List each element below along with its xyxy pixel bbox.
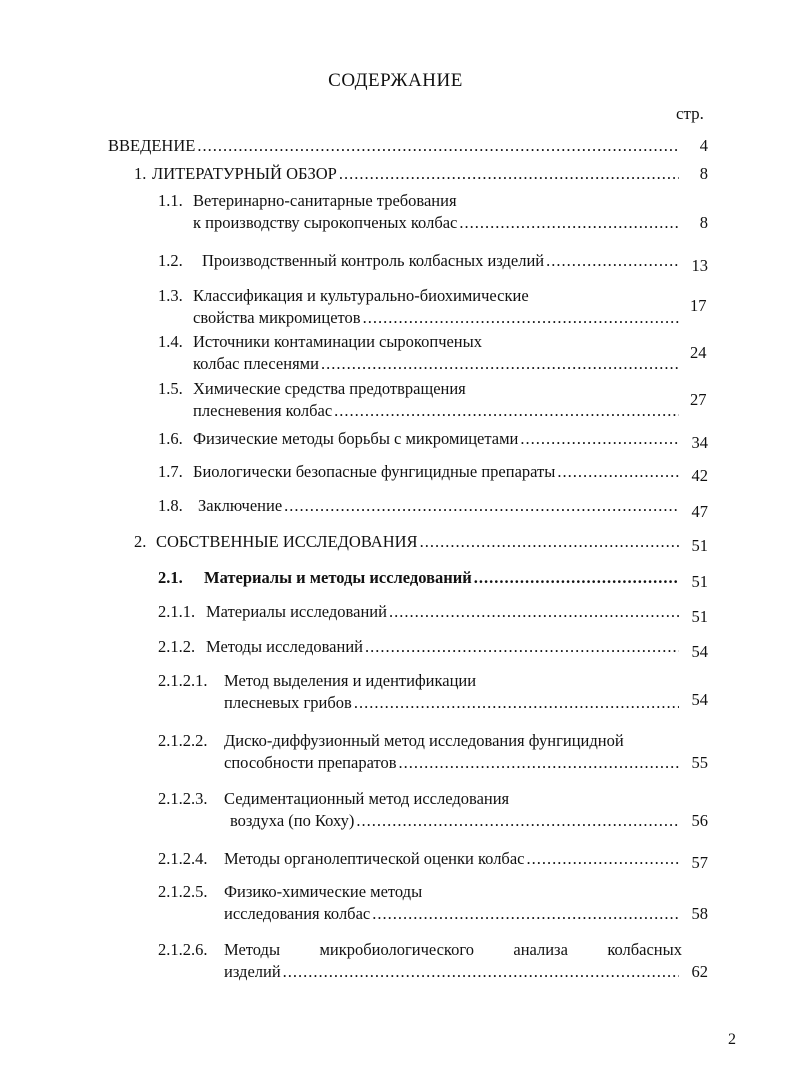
toc-entry-number: 1.7. [158,462,183,481]
title-word: микробиологического [319,940,474,959]
toc-entry-page: 8 [699,164,708,183]
dot-leader [557,461,679,483]
toc-entry-page: 57 [691,853,708,872]
toc-entry-number: 2.1.2.6. [158,940,208,959]
toc-entry-page: 13 [691,256,708,275]
toc-entry-page: 42 [691,466,708,485]
toc-entry-number: 1.2. [158,251,183,270]
toc-entry-number: 1.4. [158,332,183,351]
toc-entry-title: Диско-диффузионный метод исследования фунгицидной [224,731,624,750]
dot-leader [354,692,679,714]
toc-entry-2-1-2-5[interactable] [158,881,708,925]
dot-leader [283,961,679,983]
toc-entry-2-1[interactable] [158,567,708,589]
toc-entry-title: ВВЕДЕНИЕ [108,136,196,155]
toc-entry-page: 4 [699,136,708,155]
dot-leader [399,752,679,774]
dot-leader [339,163,679,185]
toc-entry-number: 2.1.2.1. [158,671,208,690]
toc-entry-page: 54 [691,642,708,661]
toc-entry-number: 2.1.2.3. [158,789,208,808]
toc-entry-2-1-2-4[interactable] [158,848,708,870]
toc-entry-number: 2.1.2.2. [158,731,208,750]
toc-entry-title: Биологически безопасные фунгицидные препараты [193,462,556,481]
toc-entry-title: Материалы исследований [206,602,387,621]
toc-entry-number: 1. [134,164,147,183]
toc-entry-number: 2.1.2.5. [158,882,208,901]
dot-leader [474,567,679,589]
toc-entry-title: Физико-химические методы [224,882,423,901]
toc-entry-title: Источники контаминации сырокопченых [193,332,482,351]
toc-entry-title: Классификация и культурально-биохимические [193,286,529,305]
toc-entry-page: 58 [691,904,708,923]
dot-leader [459,212,679,234]
toc-entry-page: 27 [690,390,707,409]
toc-entry-1-4[interactable] [158,331,682,375]
toc-entry-title-line2: изделий [224,962,281,981]
dot-leader [526,848,679,870]
toc-entry-2[interactable] [134,531,708,553]
toc-entry-page: 24 [690,343,707,362]
dot-leader [365,636,679,658]
toc-entry-1-6[interactable] [158,428,708,450]
toc-entry-1-5[interactable] [158,378,682,422]
toc-entry-number: 2.1.2.4. [158,849,208,868]
toc-entry-2-1-2[interactable] [158,636,708,661]
toc-entry-title-line2: свойства микромицетов [193,308,361,327]
toc-entry-page: 55 [691,753,708,772]
toc-entry-title: Седиментационный метод исследования [224,789,510,808]
toc-entry-number: 2.1.2. [158,637,196,656]
toc-entry-page: 47 [691,502,708,521]
toc-entry-page: 51 [691,607,708,626]
toc-entry-title: Производственный контроль колбасных изделий [202,251,545,270]
toc-entry-page: 56 [691,811,708,830]
toc-entry-title-line2: колбас плесенями [193,354,319,373]
toc-entry-page: 51 [691,536,708,555]
dot-leader [363,307,679,329]
dot-leader [389,601,679,623]
toc-entry-1-7[interactable] [158,461,708,483]
toc-entry-2-1-2-2[interactable] [158,730,708,774]
dot-leader [284,495,679,517]
dot-leader [321,353,679,375]
dot-leader [546,250,679,272]
toc-entry-page: 17 [690,296,707,315]
toc-entry-title: Ветеринарно-санитарные требования [193,191,457,210]
toc-entry-2-1-2-6[interactable] [158,939,708,983]
toc-entry-title: Физические методы борьбы с микромицетами [193,429,519,448]
toc-entry-1-2[interactable] [158,250,708,275]
toc-entry-title: Метод выделения и идентификации [224,671,477,690]
toc-entry-title: Материалы и методы исследований [204,568,472,587]
title-word: колбасных [607,940,682,959]
toc-entry-number: 1.6. [158,429,183,448]
toc-entry-1-1[interactable] [158,190,708,234]
toc-entry-1[interactable] [134,163,708,185]
toc-entry-title-line2: воздуха (по Коху) [230,811,355,830]
title-word: анализа [513,940,568,959]
toc-entry-page: 34 [691,433,708,452]
toc-entry-1-3[interactable] [158,285,682,329]
dot-leader [197,135,679,157]
toc-entry-number: 1.1. [158,191,183,210]
toc-entry-title: ЛИТЕРАТУРНЫЙ ОБЗОР [152,164,337,183]
toc-entry-1-8[interactable] [158,495,708,521]
toc-entry-title: Заключение [198,496,283,515]
page-title: СОДЕРЖАНИЕ [328,70,463,91]
dot-leader [372,903,679,925]
toc-entry-2-1-1[interactable] [158,601,708,626]
toc-entry-number: 1.8. [158,496,183,515]
dot-leader [420,531,679,553]
toc-entry-title: Методы органолептической оценки колбас [224,849,525,868]
toc-entry-2-1-2-1[interactable] [158,670,708,714]
toc-entry-number: 2. [134,532,147,551]
toc-entry-page: 54 [691,690,708,709]
page-number: 2 [728,1031,736,1048]
toc-entry-title: Химические средства предотвращения [193,379,466,398]
toc-entry-page: 8 [699,213,708,232]
dot-leader [334,400,679,422]
toc-entry-page: 62 [691,962,708,981]
toc-entry-number: 2.1. [158,568,183,587]
justified-title [224,939,708,961]
toc-entry-title-line2: исследования колбас [224,904,371,923]
toc-entry-title: Методы исследований [206,637,363,656]
toc-entry-number: 1.5. [158,379,183,398]
dot-leader [356,810,679,832]
title-word: Методы [224,940,281,959]
toc-entry-number: 2.1.1. [158,602,196,621]
toc-entry-number: 1.3. [158,286,183,305]
toc-entry-2-1-2-3[interactable] [158,788,708,832]
dot-leader [520,428,679,450]
toc-entry-intro[interactable] [108,135,708,157]
toc-entry-title-line2: плесневения колбас [193,401,333,420]
toc-entry-title-line2: плесневых грибов [224,693,352,712]
toc-entry-page: 51 [691,572,708,591]
toc-entry-title-line2: к производству сырокопченых колбас [193,213,458,232]
toc-entry-title: СОБСТВЕННЫЕ ИССЛЕДОВАНИЯ [156,532,418,551]
page-column-header: стр. [676,104,704,123]
toc-entry-title-line2: способности препаратов [224,753,397,772]
